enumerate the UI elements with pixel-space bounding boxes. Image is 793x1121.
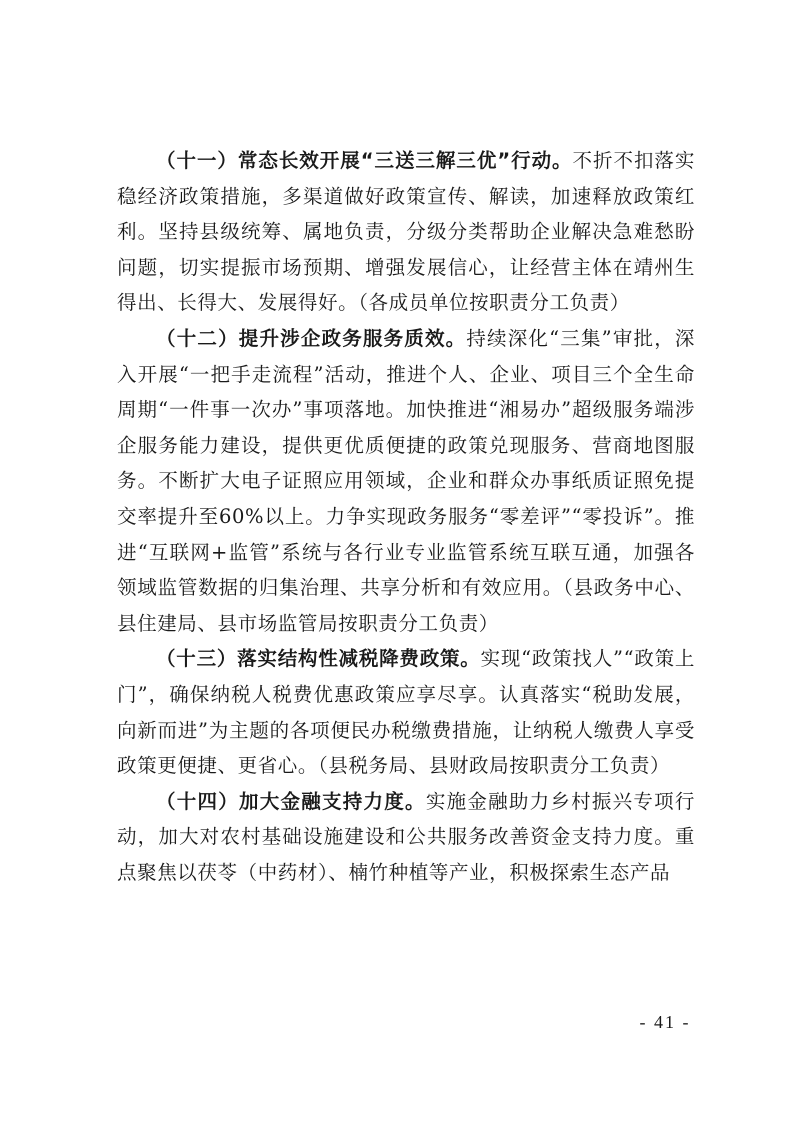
paragraph-14 [117,784,695,891]
paragraph-12-heading: （十二）提升涉企政务服务质效。 [156,326,467,350]
paragraph-11-text: 不折不扣落实稳经济政策措施，多渠道做好政策宣传、解读，加速释放政策红利。坚持县级统筹、属地负责，分级分类帮助企业解决急难愁盼问题，切实提振市场预期、增强发展信心，让经营主体在靖州生得出、长得大、发展得好。（各成员单位按职责分工负责） [117,149,695,315]
paragraph-11 [117,143,695,321]
paragraph-14-text: 实施金融助力乡村振兴专项行动，加大对农村基础设施建设和公共服务改善资金支持力度。重点聚焦以茯苓（中药材）、楠竹种植等产业，积极探索生态产品 [117,789,695,884]
paragraph-13 [117,641,695,783]
paragraph-14-heading: （十四）加大金融支持力度。 [156,789,426,813]
paragraph-12-text: 持续深化“三集”审批，深入开展“一把手走流程”活动，推进个人、企业、项目三个全生命周期“一件事一次办”事项落地。加快推进“湘易办”超级服务端涉企服务能力建设，提供更优质便捷的政策兑现服务、营商地图服务。不断扩大电子证照应用领域，企业和群众办事纸质证照免提交率提升至60%以上。力争实现政务服务“零差评”“零投诉”。推进“互联网+监管”系统与各行业专业监管系统互联互通，加强各领域监管数据的归集治理、共享分析和有效应用。（县政务中心、县住建局、县市场监管局按职责分工负责） [117,326,695,635]
paragraph-12 [117,321,695,641]
document-body [117,143,695,890]
paragraph-13-heading: （十三）落实结构性减税降费政策。 [156,647,481,671]
paragraph-11-heading: （十一）常态长效开展“三送三解三优”行动。 [156,149,573,172]
paragraph-13-text: 实现“政策找人”“政策上门”，确保纳税人税费优惠政策应享尽享。认真落实“税助发展，向新而进”为主题的各项便民办税缴费措施，让纳税人缴费人享受政策更便捷、更省心。（县税务局、县财政局按职责分工负责） [117,647,695,778]
page-number: - 41 - [639,1012,691,1032]
